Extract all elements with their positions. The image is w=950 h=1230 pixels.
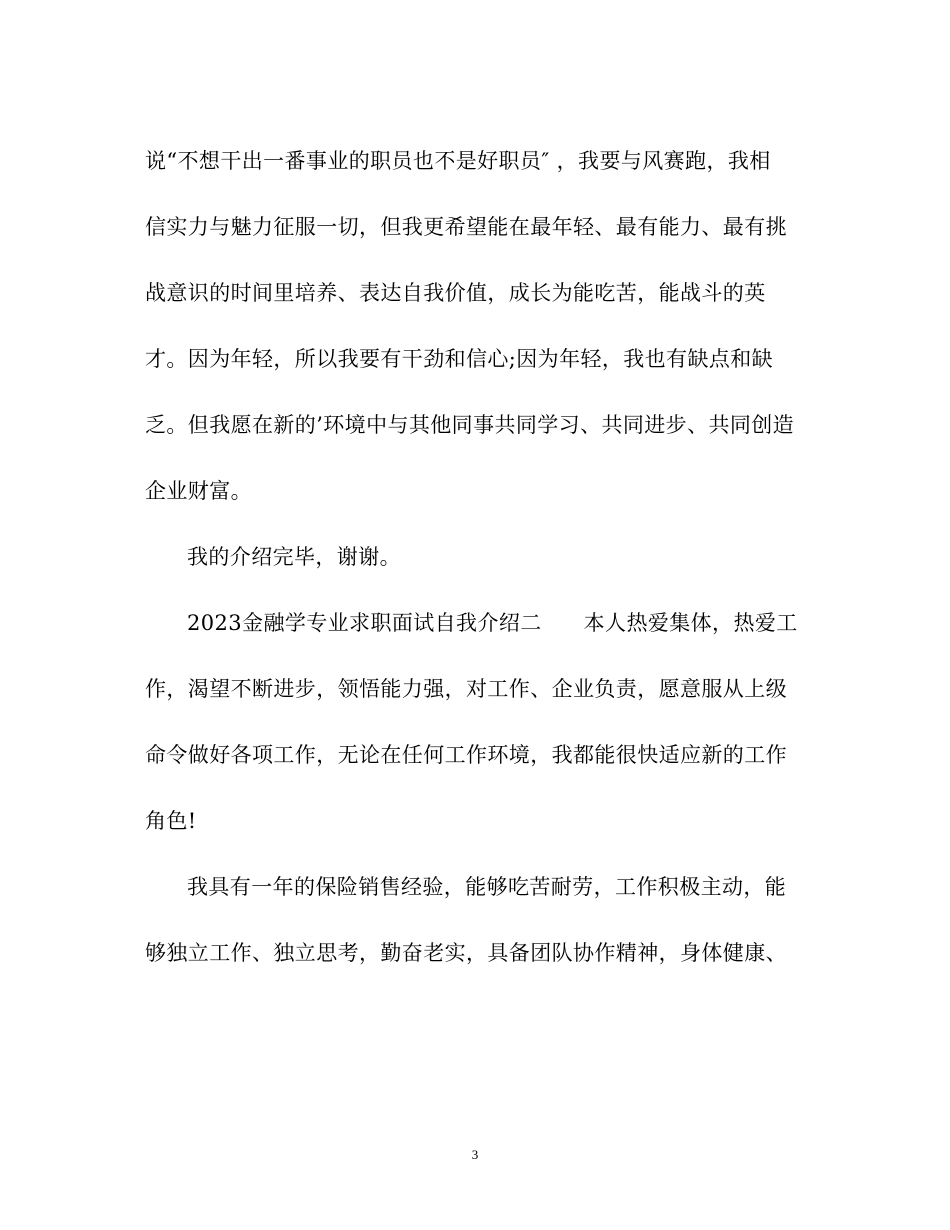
text-line-12: 我具有一年的保险销售经验，能够吃苦耐劳，工作积极主动，能 — [187, 875, 787, 899]
text-line-10: 命令做好各项工作，无论在任何工作环境，我都能很快适应新的工作 — [145, 743, 787, 767]
text-line-2: 信实力与魅力征服一切，但我更希望能在最年轻、最有能力、最有挑 — [145, 215, 787, 239]
text-line-5: 乏。但我愿在新的’环境中与其他同事共同学习、共同进步、共同创造 — [145, 413, 795, 437]
text-line-11: 角色! — [145, 809, 197, 833]
text-line-3: 战意识的时间里培养、表达自我价值，成长为能吃苦，能战斗的英 — [145, 281, 766, 305]
text-line-4: 才。因为年轻，所以我要有干劲和信心;因为年轻，我也有缺点和缺 — [145, 347, 774, 371]
section-first-sentence: 本人热爱集体，热爱工 — [583, 611, 798, 635]
page-number: 3 — [471, 1147, 479, 1162]
text-line-13: 够独立工作、独立思考，勤奋老实，具备团队协作精神，身体健康、 — [145, 941, 787, 965]
text-line-9: 作，渴望不断进步，领悟能力强，对工作、企业负责，愿意服从上级 — [145, 677, 787, 701]
section-heading: 2023金融学专业求职面试自我介绍二 — [187, 611, 542, 635]
section-line — [187, 608, 798, 638]
closing-line: 我的介绍完毕，谢谢。 — [187, 545, 401, 569]
text-line-6: 企业财富。 — [145, 479, 252, 503]
text-line-1: 说“不想干出一番事业的职员也不是好职员″ ，我要与风赛跑，我相 — [145, 149, 771, 173]
